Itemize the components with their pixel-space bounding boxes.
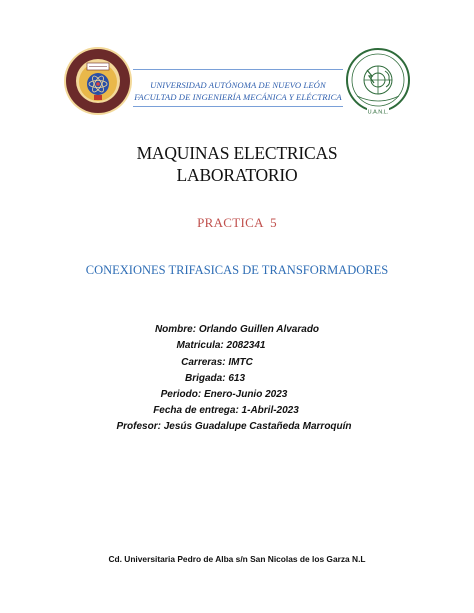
practice-topic: CONEXIONES TRIFASICAS DE TRANSFORMADORES xyxy=(85,263,389,277)
student-fecha: Fecha de entrega: 1-Abril-2023 xyxy=(153,405,299,416)
student-profesor: Profesor: Jesús Guadalupe Castañeda Marroquín xyxy=(116,421,352,432)
header-faculty: FACULTAD DE INGENIERÍA MECÁNICA Y ELÉCTRICA xyxy=(134,92,342,102)
practice-number: PRACTICA 5 xyxy=(197,215,277,230)
footer-address: Cd. Universitaria Pedro de Alba s/n San Nicolas de los Garza N.L xyxy=(108,554,366,564)
student-brigada: Brigada: 613 xyxy=(184,373,246,384)
course-subtitle: LABORATORIO xyxy=(176,165,298,185)
uanl-logo xyxy=(63,46,133,116)
uanl-seal-icon xyxy=(63,46,133,116)
fime-seal-icon xyxy=(345,46,411,118)
student-name: Nombre: Orlando Guillen Alvarado xyxy=(154,324,320,335)
fime-seal-text: U.A.N.L. xyxy=(367,109,389,116)
student-carrera: Carreras: IMTC xyxy=(181,357,253,368)
student-periodo: Periodo: Enero-Junio 2023 xyxy=(160,389,288,400)
header-rule-bottom xyxy=(133,106,343,107)
header-university: UNIVERSIDAD AUTÓNOMA DE NUEVO LEÓN xyxy=(150,80,326,90)
course-title: MAQUINAS ELECTRICAS xyxy=(136,143,338,163)
header-rule-top xyxy=(133,69,343,70)
fime-logo xyxy=(345,46,411,118)
student-matricula: Matricula: 2082341 xyxy=(176,340,266,351)
